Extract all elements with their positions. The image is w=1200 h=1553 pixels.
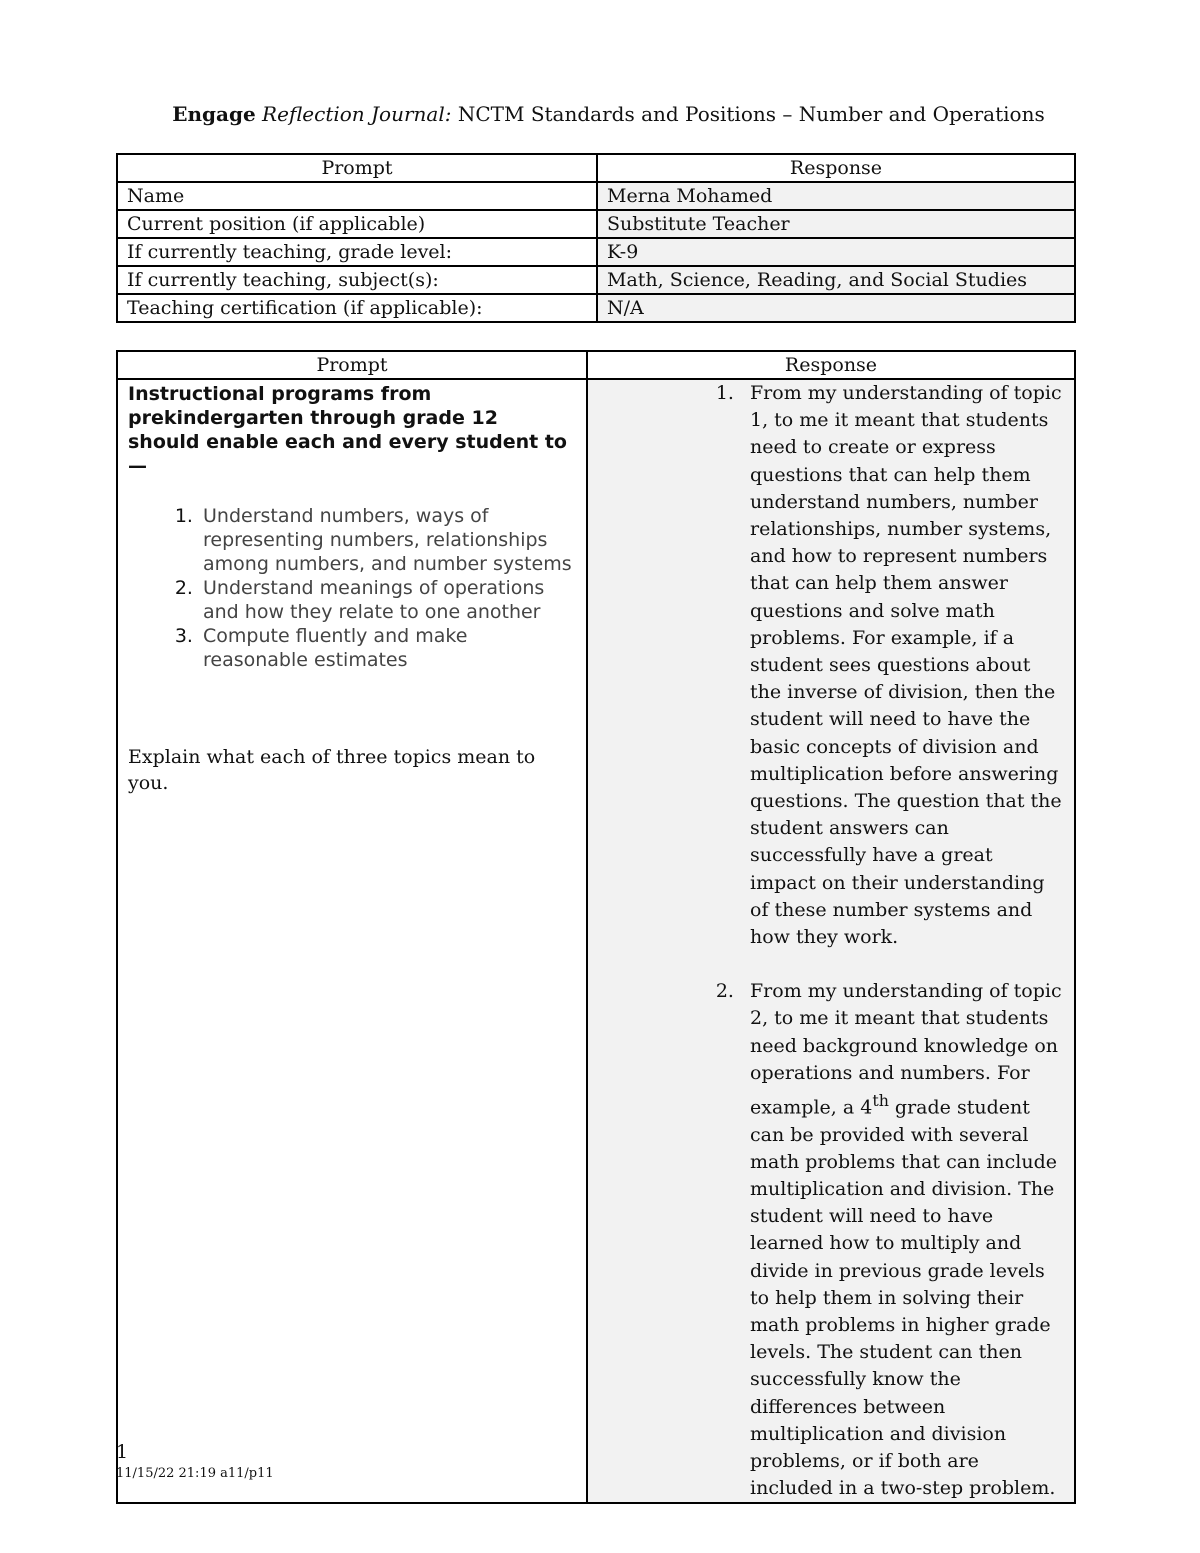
topic-list (128, 504, 576, 672)
main-header-row (117, 351, 1075, 379)
table-row (117, 182, 1075, 210)
table-row (117, 294, 1075, 322)
prompt-cell (117, 379, 587, 1503)
info-response-subjects: Math, Science, Reading, and Social Studies (597, 266, 1075, 294)
table-row (117, 266, 1075, 294)
title-italic: Reflection Journal: (262, 102, 452, 126)
table-row (117, 238, 1075, 266)
info-header-prompt: Prompt (117, 154, 597, 182)
title-rest: NCTM Standards and Positions – Number and Operations (457, 102, 1045, 126)
response-topic-2 (740, 978, 1064, 1502)
info-response-certification: N/A (597, 294, 1075, 322)
response-2-part-b: grade student can be provided with several math problems that can include multiplication and division. The student will need to have learned how to multiply and divide in previous grade levels to help them in solving their math problems in higher grade levels. The student can then successfully know the differences between multiplication and division problems, or if both are included in a two-step problem. (750, 1096, 1058, 1500)
response-list (588, 380, 1064, 1502)
info-response-position: Substitute Teacher (597, 210, 1075, 238)
prompt-lead: Instructional programs from prekindergarten through grade 12 should enable each and every student to— (128, 383, 567, 477)
page-number: 1 (116, 1441, 129, 1463)
document-title (0, 100, 1200, 128)
list-item: 2. Understand meanings of operations and how they relate to one another (199, 576, 576, 624)
info-prompt-subjects: If currently teaching, subject(s): (117, 266, 597, 294)
timestamp-stamp: 11/15/22 21:19 a11/p11 (116, 1466, 274, 1481)
info-header-response: Response (597, 154, 1075, 182)
info-header-row (117, 154, 1075, 182)
list-item: 1. Understand numbers, ways of representing numbers, relationships among numbers, and number systems (199, 504, 576, 576)
info-table (116, 153, 1076, 323)
table-row (117, 210, 1075, 238)
info-prompt-grade: If currently teaching, grade level: (117, 238, 597, 266)
info-response-name: Merna Mohamed (597, 182, 1075, 210)
info-prompt-certification: Teaching certification (if applicable): (117, 294, 597, 322)
main-header-prompt: Prompt (117, 351, 587, 379)
info-response-grade: K-9 (597, 238, 1075, 266)
table-row (117, 379, 1075, 1503)
response-2-part-a: From my understanding of topic 2, to me it meant that students need background knowledge on operations and numbers. For example, a 4 (750, 980, 1062, 1119)
reflection-table (116, 350, 1076, 1504)
ordinal-suffix: th (872, 1091, 889, 1111)
response-topic-1: 1. From my understanding of topic 1, to me it meant that students need to create or express questions that can help them understand numbers, number relationships, number systems, and how to represent numbers that can help them answer questions and solve math problems. For example, if a student sees questions about the inverse of division, then the student will need to have the basic concepts of division and multiplication before answering questions. The question that the student answers can successfully have a great impact on their understanding of these number systems and how they work. (740, 380, 1064, 951)
response-cell (587, 379, 1075, 1503)
main-header-response: Response (587, 351, 1075, 379)
info-prompt-position: Current position (if applicable) (117, 210, 597, 238)
list-item: 3. Compute fluently and make reasonable estimates (199, 624, 576, 672)
info-prompt-name: Name (117, 182, 597, 210)
prompt-explain: Explain what each of three topics mean to you. (128, 746, 536, 794)
title-bold: Engage (172, 102, 256, 126)
